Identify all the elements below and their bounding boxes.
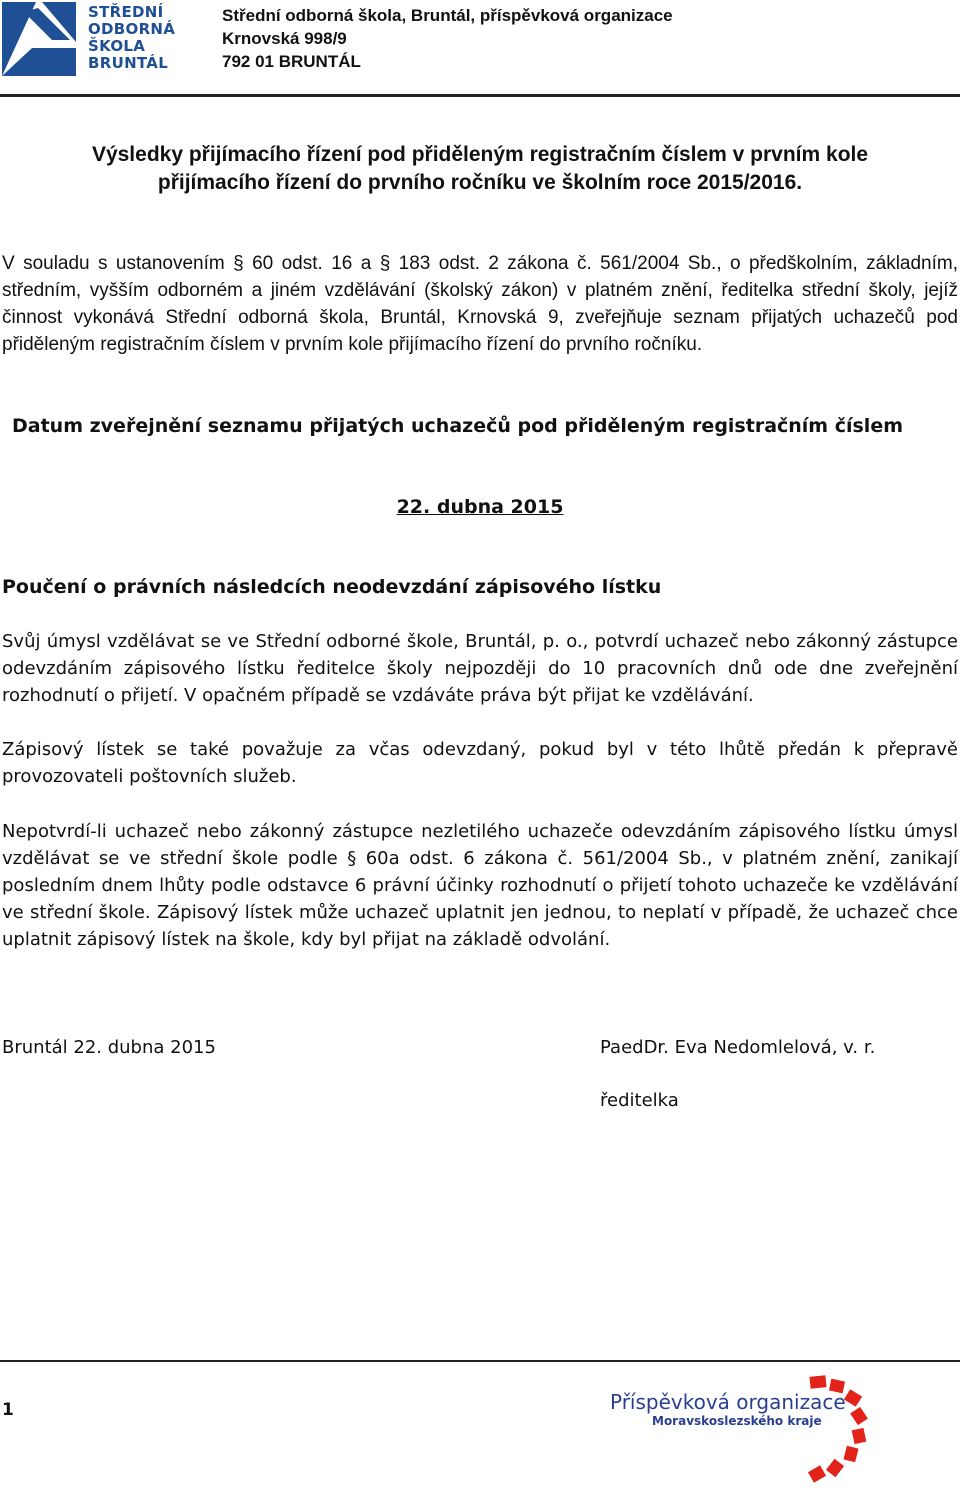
header-divider — [0, 94, 960, 97]
school-logo — [2, 2, 190, 76]
document-title-line-1: Výsledky přijímacího řízení pod přiděleným registračním číslem v prvním kole — [91, 143, 869, 166]
school-name: Střední odborná škola, Bruntál, příspěvková organizace — [222, 6, 673, 25]
footer-divider — [0, 1360, 960, 1362]
logo-line-1: STŘEDNÍ — [88, 3, 164, 21]
school-logo-wordmark — [88, 4, 175, 72]
signatory-name: PaedDr. Eva Nedomlelová, v. r. — [600, 1037, 876, 1058]
region-logo — [610, 1374, 960, 1484]
place-and-date: Bruntál 22. dubna 2015 — [2, 1037, 216, 1058]
school-city: 792 01 BRUNTÁL — [222, 52, 361, 71]
school-logo-icon — [2, 2, 76, 76]
signatory-role: ředitelka — [600, 1090, 679, 1111]
document-title-line-2: přijímacího řízení do prvního ročníku ve školním roce 2015/2016. — [157, 171, 803, 194]
notice-heading: Poučení o právních následcích neodevzdání zápisového lístku — [2, 576, 662, 598]
notice-paragraph-3: Nepotvrdí-li uchazeč nebo zákonný zástupce nezletilého uchazeče odevzdáním zápisového lístku úmysl vzdělávat se ve střední škole podle § 60a odst. 6 zákona č. 561/2004 Sb., v platném znění, zanikají posledním dnem lhůty podle odstavce 6 právní účinky rozhodnutí o přijetí tohoto uchazeče ke vzdělávání ve střední škole. Zápisový lístek může uchazeč uplatnit jen jednou, to neplatí v případě, že uchazeč chce uplatnit zápisový lístek na škole, kdy byl přijat na základě odvolání. — [2, 821, 958, 950]
region-org-subtitle: Moravskoslezského kraje — [652, 1414, 822, 1428]
notice-paragraph-2: Zápisový lístek se také považuje za včas odevzdaný, pokud byl v této lhůtě předán k přepravě provozovateli poštovních služeb. — [2, 739, 958, 787]
logo-line-4: BRUNTÁL — [88, 54, 169, 72]
document-title — [0, 141, 960, 197]
page-number: 1 — [2, 1400, 14, 1420]
logo-line-3: ŠKOLA — [88, 37, 146, 55]
publication-date: 22. dubna 2015 — [396, 496, 564, 518]
publication-heading: Datum zveřejnění seznamu přijatých uchazečů pod přiděleným registračním číslem — [12, 415, 904, 437]
notice-paragraph-1: Svůj úmysl vzdělávat se ve Střední odborné škole, Bruntál, p. o., potvrdí uchazeč nebo zákonný zástupce odevzdáním zápisového lístku ředitelce školy nejpozději do 10 pracovních dnů ode dne zveřejnění rozhodnutí o přijetí. V opačném případě se vzdáváte práva být přijat ke vzdělávání. — [2, 631, 958, 706]
intro-paragraph: V souladu s ustanovením § 60 odst. 16 a § 183 odst. 2 zákona č. 561/2004 Sb., o předškolním, základním, středním, vyšším odborném a jiném vzdělávání (školský zákon) v platném znění, ředitelka střední školy, jejíž činnost vykonává Střední odborná škola, Bruntál, Krnovská 9, zveřejňuje seznam přijatých uchazečů pod přiděleným registračním číslem v prvním kole přijímacího řízení do prvního ročníku. — [2, 253, 958, 355]
logo-line-2: ODBORNÁ — [88, 20, 176, 38]
school-street: Krnovská 998/9 — [222, 29, 347, 48]
school-address — [222, 4, 673, 73]
region-org-title: Příspěvková organizace — [610, 1390, 846, 1414]
